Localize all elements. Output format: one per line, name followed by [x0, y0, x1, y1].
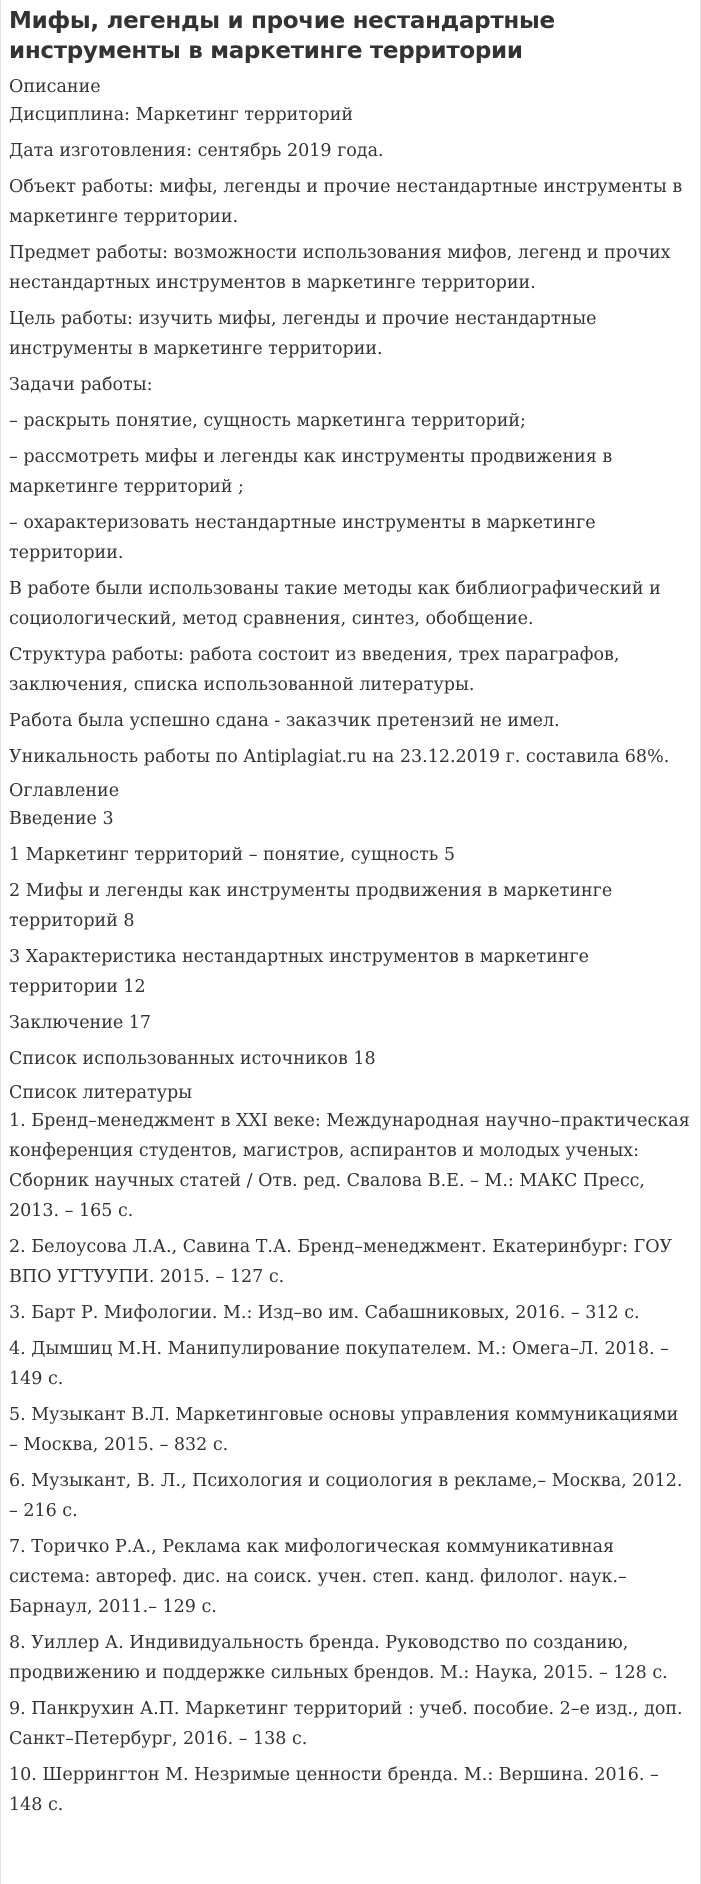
- description-paragraph: В работе были использованы такие методы как библиографический и социологический, метод сравнения, синтез, обобщение.: [9, 579, 661, 629]
- description-paragraph: – рассмотреть мифы и легенды как инструменты продвижения в маркетинге территорий ;: [9, 447, 613, 497]
- literature-item: 5. Музыкант В.Л. Маркетинговые основы управления коммуникациями – Москва, 2015. – 832 с.: [9, 1405, 679, 1455]
- literature-item: 1. Бренд–менеджмент в XXI веке: Международная научно–практическая конференция студентов, магистров, аспирантов и молодых ученых: Сборник научных статей / Отв. ред. Свалова В.Е. – М.: МАКС Пресс, 2013. – 165 с.: [9, 1111, 690, 1221]
- description-paragraph: Дата изготовления: сентябрь 2019 года.: [9, 141, 384, 161]
- contents-heading: Оглавление: [9, 781, 120, 801]
- description-paragraph: Цель работы: изучить мифы, легенды и прочие нестандартные инструменты в маркетинге территории.: [9, 309, 597, 359]
- description-paragraph: – раскрыть понятие, сущность маркетинга территорий;: [9, 411, 526, 431]
- description-section: [9, 74, 692, 772]
- description-paragraph: Предмет работы: возможности использования мифов, легенд и прочих нестандартных инструментов в маркетинге территории.: [9, 243, 671, 293]
- description-paragraph: Дисциплина: Маркетинг территорий: [9, 105, 354, 125]
- literature-item: 2. Белоусова Л.А., Савина Т.А. Бренд–менеджмент. Екатеринбург: ГОУ ВПО УГТУУПИ. 2015. – 127 с.: [9, 1237, 673, 1287]
- literature-section: [9, 1080, 692, 1820]
- page-title: Мифы, легенды и прочие нестандартные инструменты в маркетинге территории: [9, 8, 555, 64]
- description-paragraph: Структура работы: работа состоит из введения, трех параграфов, заключения, списка использованной литературы.: [9, 645, 620, 695]
- description-paragraph: Уникальность работы по Antiplagiat.ru на 23.12.2019 г. составила 68%.: [9, 747, 670, 767]
- literature-item: 10. Шеррингтон М. Незримые ценности бренда. М.: Вершина. 2016. – 148 с.: [9, 1765, 659, 1815]
- contents-item: Введение 3: [9, 809, 114, 829]
- literature-heading: Список литературы: [9, 1083, 193, 1103]
- contents-list: [9, 804, 692, 1074]
- contents-item: 1 Маркетинг территорий – понятие, сущность 5: [9, 845, 456, 865]
- description-paragraph: Работа была успешно сдана - заказчик претензий не имел.: [9, 711, 560, 731]
- description-paragraph: – охарактеризовать нестандартные инструменты в маркетинге территории.: [9, 513, 596, 563]
- description-heading: Описание: [9, 77, 101, 97]
- contents-item: Список использованных источников 18: [9, 1049, 376, 1069]
- literature-item: 9. Панкрухин А.П. Маркетинг территорий : учеб. пособие. 2–е изд., доп. Санкт–Петербург, 2016. – 138 с.: [9, 1699, 683, 1749]
- description-paragraph: Объект работы: мифы, легенды и прочие нестандартные инструменты в маркетинге территории.: [9, 177, 683, 227]
- contents-section: [9, 778, 692, 1074]
- literature-item: 6. Музыкант, В. Л., Психология и социология в рекламе,– Москва, 2012. – 216 с.: [9, 1471, 683, 1521]
- literature-item: 3. Барт Р. Мифологии. М.: Изд–во им. Сабашниковых, 2016. – 312 с.: [9, 1303, 640, 1323]
- description-list: [9, 100, 692, 772]
- literature-item: 4. Дымшиц М.Н. Манипулирование покупателем. М.: Омега–Л. 2018. – 149 с.: [9, 1339, 669, 1389]
- contents-item: 2 Мифы и легенды как инструменты продвижения в маркетинге территорий 8: [9, 881, 613, 931]
- description-paragraph: Задачи работы:: [9, 375, 153, 395]
- literature-list: [9, 1106, 692, 1820]
- literature-item: 8. Уиллер А. Индивидуальность бренда. Руководство по созданию, продвижению и поддержке сильных брендов. М.: Наука, 2015. – 128 с.: [9, 1633, 668, 1683]
- literature-item: 7. Торичко Р.А., Реклама как мифологическая коммуникативная система: автореф. дис. на соиск. учен. степ. канд. филолог. наук.– Барнаул, 2011.– 129 с.: [9, 1537, 627, 1617]
- contents-item: Заключение 17: [9, 1013, 152, 1033]
- contents-item: 3 Характеристика нестандартных инструментов в маркетинге территории 12: [9, 947, 589, 997]
